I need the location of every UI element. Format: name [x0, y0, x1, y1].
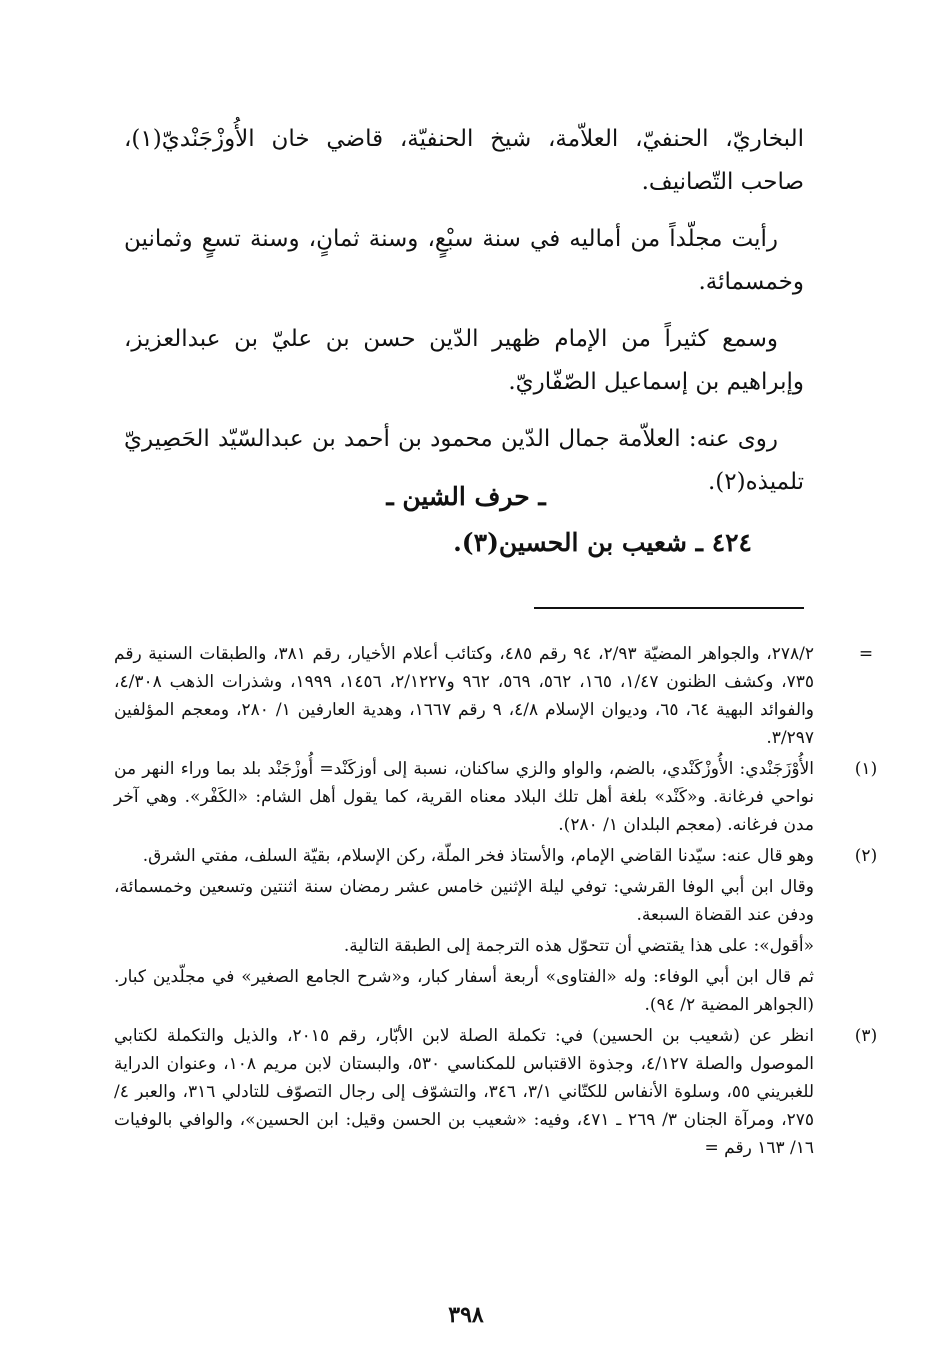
footnote-2-number: (٢): [854, 846, 878, 866]
paragraph-3: وسمع كثيراً من الإمام ظهير الدّين حسن بن عليّ بن عبدالعزيز، وإبراهيم بن إسماعيل الصّفّاريّ.: [124, 326, 804, 395]
footnote-1: [114, 755, 878, 839]
footnote-2: [114, 842, 878, 1019]
footnote-1-number: (١): [854, 759, 878, 779]
paragraph-4: روى عنه: العلاّمة جمال الدّين محمود بن أحمد بن عبدالسّيّد الحَصِيريّ تلميذه(٢).: [124, 426, 804, 495]
footnote-continued-text: ٢٧٨/٢، والجواهر المضيّة ٢/٩٣، ٩٤ رقم ٤٨٥، وكتائب أعلام الأخيار، رقم ٣٨١، والطبقات السنية رقم ٧٣٥، وكشف الظنون ١/٤٧، ١٦٥، ٥٦٢، ٥٦٩، ٩٦٢ و٢/١٢٢٧، ١٤٥٦، ١٩٩٩، وشذرات الذهب ٤/٣٠٨، والفوائد البهية ٦٤، ٦٥، وديوان الإسلام ٤/٨، ٩ رقم ١٦٦٧، وهدية العارفين ١/ ٢٨٠، ومعجم المؤلفين ٣/٢٩٧.: [114, 644, 815, 748]
footnote-separator: [534, 607, 804, 609]
page-number: ٣٩٨: [448, 1302, 484, 1328]
main-text: [124, 118, 804, 518]
footnote-3-number: (٣): [854, 1026, 878, 1046]
footnote-2-paragraph-1: وهو قال عنه: سيّدنا القاضي الإمام، والأستاذ فخر الملّة، ركن الإسلام، بقيّة السلف، مفتي الشرق.: [142, 846, 814, 866]
footnote-3-text: انظر عن (شعيب بن الحسين) في: تكملة الصلة لابن الأبّار، رقم ٢٠١٥، والذيل والتكملة لكتابي الموصول والصلة ٤/١٢٧، وجذوة الاقتباس للمكناسي ٥٣٠، والبستان لابن مريم ١٠٨، وعنوان الدراية للغبريني ٥٥، وسلوة الأنفاس للكتّاني ٣/١، ٣٤٦، والتشوّف إلى رجال التصوّف للتادلي ٣١٦، والعبر ٤/ ٢٧٥، ومرآة الجنان ٣/ ٢٦٩ ـ ٤٧١، وفيه: «شعيب بن الحسن وقيل: ابن الحسين»، والوافي بالوفيات ١٦/ ١٦٣ رقم =: [114, 1026, 815, 1158]
footnote-2-paragraph-4: ثم قال ابن أبي الوفاء: وله «الفتاوى» أربعة أسفار كبار، و«شرح الجامع الصغير» في مجلّدين كبار. (الجواهر المضية ٢/ ٩٤).: [114, 967, 814, 1015]
entry-title: ٤٢٤ ـ شعيب بن الحسين(٣).: [453, 528, 752, 557]
footnote-2-paragraph-2: وقال ابن أبي الوفا القرشي: توفي ليلة الإثنين خامس عشر رمضان سنة اثنتين وتسعين وخمسمائة، ودفن عند القضاة السبعة.: [114, 877, 814, 925]
paragraph-1: البخاريّ، الحنفيّ، العلاّمة، شيخ الحنفيّة، قاضي خان الأُوزْجَنْديّ(١)، صاحب التّصانيف.: [124, 126, 804, 195]
continuation-marker: =: [858, 644, 874, 664]
footnotes: [114, 640, 878, 1165]
footnote-1-text: الأُوْزَجَنْدي: الأُوزْكَنْدي، بالضم، والواو والزي ساكنان، نسبة إلى أوزكَنْد= أُوزْجَنْد بلد بما وراء النهر من نواحي فرغانة. و«كَنْد» بلغة أهل تلك البلاد معناه القرية، كما يقول أهل الشام: «الكَفْر». وهي آخر مدن فرغانه. (معجم البلدان ١/ ٢٨٠).: [114, 759, 814, 835]
paragraph-2: رأيت مجلّداً من أماليه في سنة سبْعٍ، وسنة ثمانٍ، وسنة تسعٍ وثمانين وخمسمائة.: [124, 226, 804, 295]
footnote-3: [114, 1022, 878, 1162]
footnote-2-paragraph-3: «أقول»: على هذا يقتضي أن تتحوّل هذه الترجمة إلى الطبقة التالية.: [343, 936, 814, 956]
footnote-continued: [114, 640, 874, 752]
section-heading: ـ حرف الشين ـ: [386, 482, 546, 511]
